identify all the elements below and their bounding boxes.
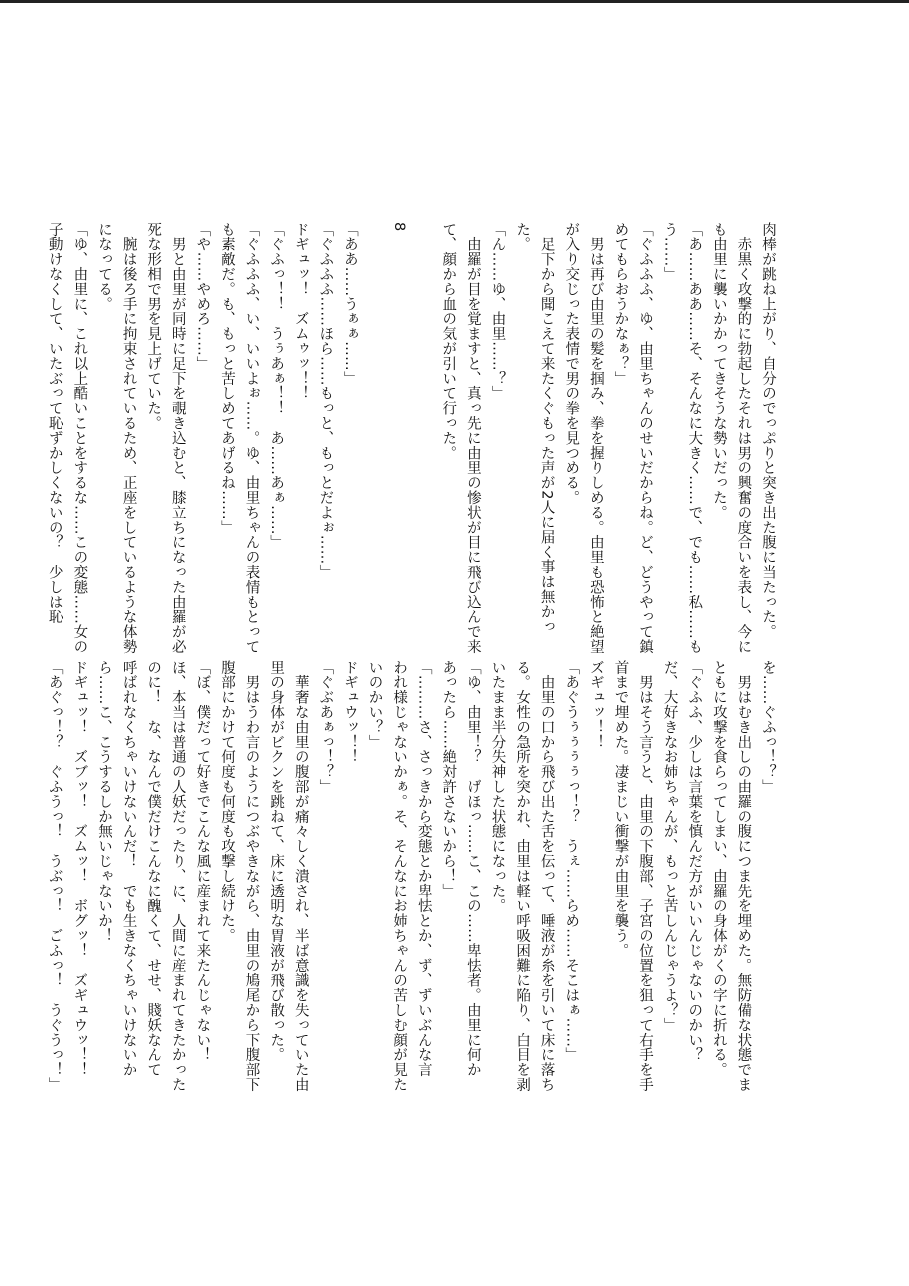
text-line: う……」 [661,222,678,282]
text-line: 足下から聞こえて来たくぐもった声が2人に届く事は無かっ [538,222,555,634]
text-line: ドギュウッ！！ [341,660,358,765]
text-line: ともに攻撃を食らってしまい、由羅の身体がくの字に折れる。 [710,660,727,1078]
text-line: 「ぐふふふ、い、いいよぉ……。ゆ、由里ちゃんの表情もとって [243,222,260,655]
text-line: 肉棒が跳ね上がり、自分のでっぷりと突き出た腹に当たった。 [760,222,776,640]
text-line: 「ぐふふふ……ほら……もっと、もっとだよぉ……」 [317,222,334,580]
text-line: が入り交じった表情で男の拳を見つめる。 [563,222,580,506]
text-line: 腕は後ろ手に拘束されているため、正座をしているような体勢 [120,222,137,655]
text-line: ズギュッ！！ [587,660,604,750]
text-line: 「あ……ああ……そ、そんなに大きく……で、でも……私……も [686,222,703,655]
text-line: ら……こ、こうするしか無いじゃないか！ [95,660,112,944]
text-line: 男はむき出しの由羅の腹につま先を埋めた。無防備な状態でま [735,660,752,1093]
text-line: 「ぐふふふ、ゆ、由里ちゃんのせいだからね。ど、どうやって鎮 [637,222,654,655]
text-line: だ、大好きなお姉ちゃんが、もっと苦しんじゃうよ？」 [661,660,678,1033]
text-line: て、顔から血の気が引いて行った。 [440,222,457,461]
text-line: る。女性の急所を突かれ、由里は軽い呼吸困難に陥り、白目を剥 [514,660,531,1093]
text-line: われ様じゃないかぁ。そ、そんなにお姉ちゃんの苦しむ顔が見た [391,660,408,1093]
text-line: 赤黒く攻撃的に勃起したそれは男の興奮の度合いを表し、今に [735,222,752,655]
text-line: 「ゆ、由里に、これ以上酷いことをするな……この変態……女の [71,222,88,655]
text-line: 華奢な由里の腹部が痛々しく潰され、半ば意識を失っていた由 [292,660,309,1093]
text-line: 「ん……ゆ、由里……？」 [489,222,506,401]
text-line: めてもらおうかなぁ？」 [612,222,629,386]
text-line: を……ぐふっ！？」 [760,660,776,795]
text-line: 首まで埋めた。凄まじい衝撃が由里を襲う。 [612,660,629,958]
text-line: 「ぐふふ、少しは言葉を慎んだ方がいいんじゃないのかい？ [686,660,703,1063]
text-line: 「あぐうぅぅぅぅっ！？ うぇ……らめ……そこはぁ……」 [563,660,580,1063]
text-line [411,222,436,614]
text-line: 「あぐっ！？ ぐふうっ！ うぶっ！ ごふっ！ うぐうっ！」 [46,660,63,1093]
text-line: 男と由里が同時に足下を覗き込むと、膝立ちになった由羅が必 [169,222,186,655]
text-line: 呼ばれなくちゃいけないんだ！ でも生きなくちゃいけないか [120,660,137,1078]
text-line: 腹部にかけて何度も何度も攻撃し続けた。 [218,660,235,944]
text-line: も素敵だ。も、もっと苦しめてあげるね……」 [218,222,235,535]
text-line: のに！ な、なんで僕だけこんなに醜くて、せせ、賤妖なんて [145,660,162,1078]
text-line: 男はうわ言のようにつぶやきながら、由里の鳩尾から下腹部下 [243,660,260,1093]
text-line: 男はそう言うと、由里の下腹部、子宮の位置を狙って右手を手 [637,660,654,1093]
text-line: 「………さ、さっきから変態とか卑怯とか、ず、ずいぶんな言 [415,660,432,1078]
text-line: た。 [514,222,531,252]
text-line: 由里の口から飛び出た舌を伝って、唾液が糸を引いて床に落ち [538,660,555,1093]
text-line: いのかい？」 [366,660,383,750]
text-line: 由羅が目を覚ますと、真っ先に由里の惨状が目に飛び込んで来 [464,222,481,655]
text-line: 里の身体がビクンを跳ねて、床に透明な胃液が飛び散った。 [268,660,285,1063]
text-line: 男は再び由里の髪を掴み、拳を握りしめる。由里も恐怖と絶望 [587,222,604,655]
text-line: 「ゆ、由里！？ げほっ……こ、この……卑怯者。由里に何か [464,660,481,1078]
text-line: 「ぐふっ！！ うぅあぁ！！ あ……あぁ……」 [268,222,285,550]
text-line: 「ぐぶあぁっ！？」 [317,660,334,795]
top-border-rule [0,0,909,3]
text-line: ドギュッ！ ズムゥッ！！ [292,222,309,401]
text-line: 「ああ……うぁぁ……」 [341,222,358,386]
text-line [362,222,387,614]
text-line: 8 [391,222,408,232]
text-line: になってる。 [95,222,112,312]
text-line: あったら……絶対許さないから！」 [440,660,457,899]
text-line: 「や……やめろ……」 [194,222,211,371]
text-line: 死な形相で男を見上げていた。 [145,222,162,431]
text-line: も由里に襲いかかってきそうな勢いだった。 [710,222,727,520]
lower-text-block [46,660,780,1093]
text-line: 「ぼ、僕だって好きでこんな風に産まれて来たんじゃない！ [194,660,211,1063]
text-line: いたまま半分失神した状態になった。 [489,660,506,914]
upper-text-block [46,222,780,655]
text-line: 子動けなくして、いたぶって恥ずかしくないの？ 少しは恥 [46,222,63,625]
text-line: ドギュッ！ ズブッ！ ズムッ！ ボグッ！ ズギュウッ！！ [71,660,88,1078]
text-line: ほ、本当は普通の人妖だったり、に、人間に産まれてきたかった [169,660,186,1093]
